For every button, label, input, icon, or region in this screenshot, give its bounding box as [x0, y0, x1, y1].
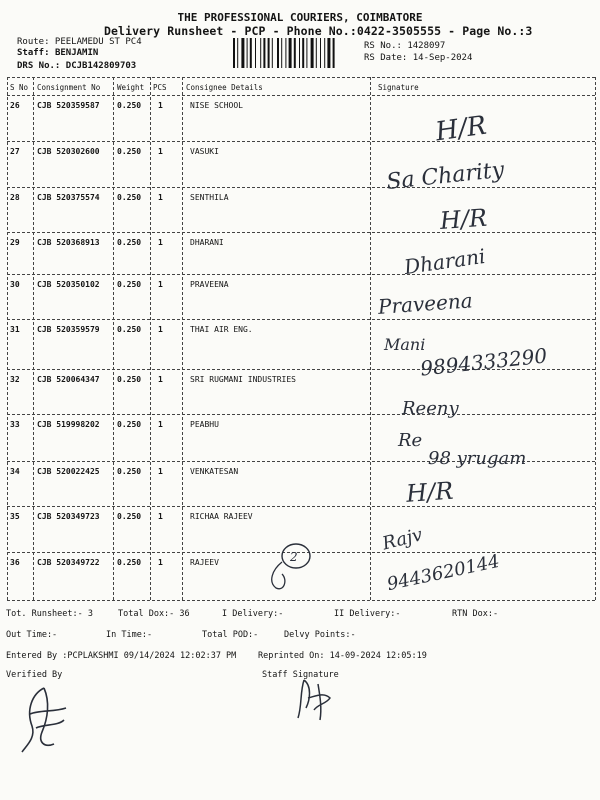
row-consignment-no: CJB 520064347 [37, 375, 100, 384]
barcode-bar [320, 38, 321, 68]
table-right-border [595, 77, 596, 600]
in-time: In Time:- [106, 630, 153, 640]
circled-number: 2 [290, 550, 298, 564]
col-header-pcs: PCS [153, 83, 167, 92]
table-left-border [7, 77, 8, 600]
row-sno: 29 [10, 238, 20, 247]
out-time: Out Time:- [6, 630, 58, 640]
row-pcs: 1 [158, 101, 163, 110]
row-sno: 35 [10, 512, 20, 521]
barcode-bar [277, 38, 279, 68]
signature-row-32 [374, 384, 592, 428]
row-consignment-no: CJB 520359587 [37, 101, 100, 110]
row-consignee: RAJEEV [190, 558, 219, 567]
entered-by: Entered By :PCPLAKSHMI 09/14/2024 12:02:37 PM [6, 651, 237, 661]
barcode-bar [260, 38, 261, 68]
table-bottom-border [7, 600, 595, 601]
handwriting-dharani: Dharani [402, 243, 487, 280]
row-pcs: 1 [158, 558, 163, 567]
pen-mark-circle [262, 534, 328, 590]
col-header-weight: Weight [117, 83, 145, 92]
barcode-bar [263, 38, 265, 68]
signature-row-29 [374, 238, 592, 282]
row-weight: 0.250 [117, 280, 142, 289]
row-consignment-no: CJB 520359579 [37, 325, 100, 334]
handwriting-hr: H/R [438, 203, 488, 235]
delvy-points: Delvy Points:- [284, 630, 356, 640]
row-weight: 0.250 [117, 375, 142, 384]
row-sno: 27 [10, 147, 20, 156]
row-consignee: VENKATESAN [190, 467, 239, 476]
handwriting-re-phone: 98 yrugam [428, 448, 527, 469]
col-divider-consignee [370, 77, 371, 600]
signature-row-26 [374, 108, 592, 152]
drs-label: DRS No.: [17, 61, 61, 71]
row-sno: 33 [10, 420, 20, 429]
row-sno: 36 [10, 558, 20, 567]
row-consignee: SENTHILA [190, 193, 229, 202]
row-consignment-no: CJB 520375574 [37, 193, 100, 202]
table-top-border [7, 77, 595, 78]
row-consignee: RICHAA RAJEEV [190, 512, 253, 521]
row-sno: 34 [10, 467, 20, 476]
handwriting-praveena: Praveena [377, 288, 474, 319]
barcode-bar [272, 38, 273, 68]
barcode-bar [281, 38, 282, 68]
staff-signature-label: Staff Signature [262, 670, 339, 680]
row-sno: 28 [10, 193, 20, 202]
signature-row-33 [374, 424, 592, 468]
col-header-sno: S No [10, 83, 29, 92]
row-weight: 0.250 [117, 193, 142, 202]
row-weight: 0.250 [117, 238, 142, 247]
row-weight: 0.250 [117, 420, 142, 429]
barcode-image [232, 38, 356, 68]
row-weight: 0.250 [117, 101, 142, 110]
total-pod: Total POD:- [202, 630, 259, 640]
handwriting-mani: Mani [384, 335, 426, 354]
row-consignee: PEABHU [190, 420, 219, 429]
barcode-bar [324, 38, 325, 68]
tot-runsheet: Tot. Runsheet:- 3 [6, 609, 93, 619]
handwriting-hr: H/R [405, 476, 455, 508]
route-label: Route: PEELAMEDU ST PC4 [17, 37, 142, 47]
staff-name: BENJAMIN [54, 48, 99, 58]
signature-row-27 [374, 150, 592, 194]
col-header-consignment: Consignment No [37, 83, 101, 92]
barcode-bar [289, 38, 292, 68]
handwriting-charity: Sa Charity [385, 157, 506, 195]
ii-delivery: II Delivery:- [334, 609, 401, 619]
barcode-bar [306, 38, 307, 68]
col-divider-pcs [182, 77, 183, 600]
row-consignment-no: CJB 520350102 [37, 280, 100, 289]
total-dox: Total Dox:- 36 [118, 609, 190, 619]
row-sno: 31 [10, 325, 20, 334]
row-sno: 32 [10, 375, 20, 384]
row-consignee: NISE SCHOOL [190, 101, 243, 110]
row-consignment-no: CJB 520022425 [37, 467, 100, 476]
barcode-bar [285, 38, 286, 68]
row-consignment-no: CJB 520349722 [37, 558, 100, 567]
barcode-bar [268, 38, 270, 68]
col-header-signature: Signature [378, 83, 419, 92]
staff-label: Staff: [17, 48, 50, 58]
col-divider-weight [150, 77, 151, 600]
handwriting-reeny: Reeny [402, 398, 459, 419]
signature-row-30 [374, 284, 592, 328]
row-consignment-no: CJB 519998202 [37, 420, 100, 429]
barcode-bar [294, 38, 296, 68]
drs-line [17, 61, 136, 71]
handwriting-hr: H/R [433, 110, 489, 148]
row-pcs: 1 [158, 420, 163, 429]
row-consignment-no: CJB 520302600 [37, 147, 100, 156]
staff-signature [290, 674, 338, 724]
handwriting-rajv: Rajv [380, 524, 425, 555]
signature-row-28 [374, 196, 592, 240]
barcode-bar [241, 38, 244, 68]
row-pcs: 1 [158, 467, 163, 476]
barcode-bar [333, 38, 335, 68]
signature-row-31 [374, 326, 592, 381]
barcode-bar [255, 38, 256, 68]
col-header-consignee: Consignee Details [186, 83, 263, 92]
i-delivery: I Delivery:- [222, 609, 284, 619]
barcode-bar [233, 38, 235, 68]
handwriting-rajv-phone: 9443620144 [385, 550, 502, 596]
row-consignment-no: CJB 520368913 [37, 238, 100, 247]
row-weight: 0.250 [117, 147, 142, 156]
row-consignee: PRAVEENA [190, 280, 229, 289]
row-weight: 0.250 [117, 325, 142, 334]
handwriting-re: Re [398, 430, 423, 451]
barcode-bar [299, 38, 300, 68]
row-pcs: 1 [158, 238, 163, 247]
barcode-bar [302, 38, 304, 68]
staff-line [17, 48, 98, 58]
barcode-bar [247, 38, 248, 68]
row-weight: 0.250 [117, 467, 142, 476]
row-sno: 30 [10, 280, 20, 289]
row-consignment-no: CJB 520349723 [37, 512, 100, 521]
row-consignee: SRI RUGMANI INDUSTRIES [190, 375, 296, 384]
row-consignee: VASUKI [190, 147, 219, 156]
signature-row-35 [374, 512, 592, 596]
barcode-bar [250, 38, 252, 68]
row-weight: 0.250 [117, 512, 142, 521]
row-pcs: 1 [158, 325, 163, 334]
barcode-bar [316, 38, 317, 68]
table-header-border [7, 95, 595, 96]
barcode-bar [237, 38, 238, 68]
rs-number: RS No.: 1428097 [364, 41, 446, 51]
row-pcs: 1 [158, 193, 163, 202]
barcode-bar [327, 38, 330, 68]
col-divider-sno [33, 77, 34, 600]
drs-number: DCJB142809703 [65, 61, 137, 71]
row-consignee: DHARANI [190, 238, 224, 247]
company-title: THE PROFESSIONAL COURIERS, COIMBATORE [177, 11, 423, 24]
row-consignee: THAI AIR ENG. [190, 325, 253, 334]
row-weight: 0.250 [117, 558, 142, 567]
reprinted-on: Reprinted On: 14-09-2024 12:05:19 [258, 651, 427, 661]
row-pcs: 1 [158, 147, 163, 156]
verified-by-label: Verified By [6, 670, 63, 680]
row-pcs: 1 [158, 512, 163, 521]
rtn-dox: RTN Dox:- [452, 609, 499, 619]
runsheet-subtitle: Delivery Runsheet - PCP - Phone No.:0422-3505555 - Page No.:3 [104, 24, 533, 38]
barcode-bar [311, 38, 314, 68]
row-pcs: 1 [158, 280, 163, 289]
row-sno: 26 [10, 101, 20, 110]
handwriting-mani-phone: 9894333290 [419, 343, 549, 381]
col-divider-consignment [113, 77, 114, 600]
rs-date: RS Date: 14-Sep-2024 [364, 53, 473, 63]
signature-row-34 [374, 470, 592, 514]
verified-by-signature [14, 684, 74, 756]
row-pcs: 1 [158, 375, 163, 384]
